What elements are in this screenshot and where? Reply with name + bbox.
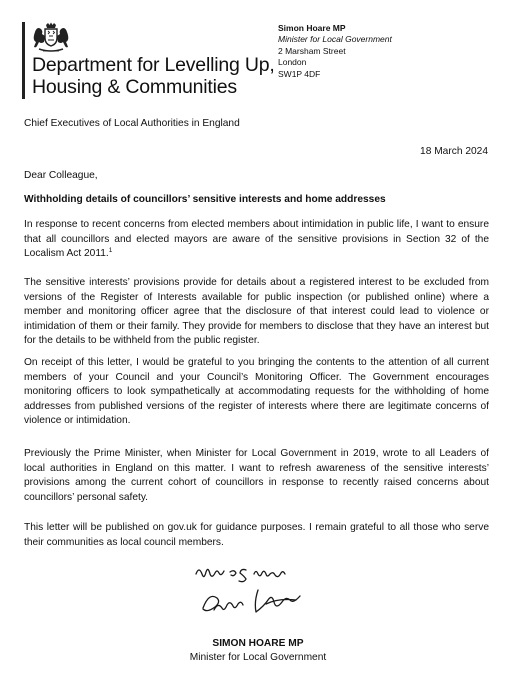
department-name: [32, 54, 292, 98]
sender-role: Minister for Local Government: [278, 34, 392, 45]
body-paragraph-4: Previously the Prime Minister, when Minister for Local Government in 2019, wrote to all Leaders of local authorities in England on this matter. I want to refresh awareness of the sensitive interests’ provisions among the current cohort of councillors in response to recently raised concerns about councillors’ personal safety.: [24, 448, 489, 503]
sender-address-line: SW1P 4DF: [278, 68, 321, 79]
logo-divider-bar: [22, 22, 25, 99]
body-paragraph-1: [24, 218, 489, 262]
salutation: Dear Colleague,: [24, 170, 98, 181]
sender-address-line: London: [278, 57, 307, 68]
royal-coat-of-arms-icon: [31, 22, 71, 54]
body-paragraph-2: The sensitive interests’ provisions provide for details about a registered interest to be excluded from versions of the Register of Interests available for public inspection (or published online) where a member and monitoring officer agree that the disclosure of that interest could lead to violence or intimidation of them or their family. They provide for members to disclose that they have an interest but for the details to be withheld from the public register.: [24, 277, 489, 347]
letter-subject: Withholding details of councillors’ sensitive interests and home addresses: [24, 194, 386, 205]
sender-name: Simon Hoare MP: [278, 23, 346, 33]
handwritten-signature: [188, 560, 338, 630]
body-paragraph-text: In response to recent concerns from elected members about intimidation in public life, I want to ensure that all councillors and elected mayors are aware of the sensitive provisions in Section 32 of the Localism Act 2011.: [24, 219, 489, 260]
sender-address-line: 2 Marsham Street: [278, 45, 346, 56]
department-name-line-1: Department for Levelling Up,: [32, 54, 275, 76]
signatory-role: Minister for Local Government: [189, 652, 327, 663]
department-name-line-2: Housing & Communities: [32, 76, 237, 98]
body-paragraph-3: On receipt of this letter, I would be grateful to you bringing the contents to the attention of all current members of your Council and your Council’s Monitoring Officer. The Government encourages monitoring officers to look sympathetically at accommodating requests for the withholding of home addresses from published versions of the register of interests where there are legitimate concerns of violence or intimidation.: [24, 357, 489, 427]
footnote-marker: 1: [108, 247, 113, 255]
recipient-line: Chief Executives of Local Authorities in England: [24, 118, 240, 129]
body-paragraph-5: This letter will be published on gov.uk for guidance purposes. I remain grateful to all those who serve their communities as local council members.: [24, 522, 489, 548]
signatory-name: SIMON HOARE MP: [212, 638, 304, 649]
letter-date: 18 March 2024: [420, 146, 488, 157]
sender-block: [278, 23, 392, 80]
